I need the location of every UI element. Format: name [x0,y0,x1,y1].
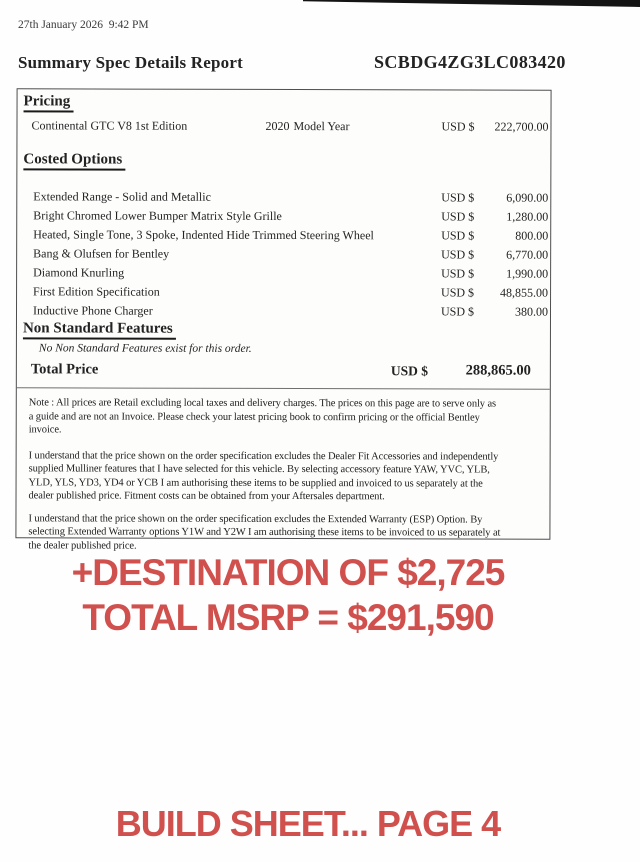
option-row [17,225,550,245]
option-amount: 6,090.00 [506,190,549,205]
option-amount: 48,855.00 [500,285,549,300]
total-price-label: Total Price [30,361,99,378]
currency-label: USD $ [440,304,475,319]
vehicle-name: Continental GTC V8 1st Edition [31,118,188,133]
vehicle-price-row [17,118,550,135]
currency-label: USD $ [441,266,475,281]
build-sheet-page-label: BUILD SHEET... PAGE 4 [115,803,501,844]
option-row [17,187,550,207]
option-row [17,282,550,302]
currency-label: USD $ [441,228,475,243]
option-row [17,206,550,226]
pricing-section-heading: Pricing [24,93,551,113]
non-standard-features-heading: Non Standard Features [23,320,550,340]
scan-edge-artifact [303,0,640,7]
option-label: Extended Range - Solid and Metallic [33,189,211,204]
base-price-amount: 222,700.00 [494,119,549,134]
option-amount: 1,990.00 [506,266,549,281]
option-row [17,301,550,321]
vin-number: SCBDG4ZG3LC083420 [374,52,566,72]
destination-annotation: +DESTINATION OF $2,725 [71,552,505,593]
spec-report-box [15,88,551,552]
handwritten-red-annotations [0,550,576,640]
report-title: Summary Spec Details Report [18,53,243,72]
costed-options-list [17,187,550,321]
currency-label: USD $ [441,285,475,300]
option-label: Diamond Knurling [33,265,125,280]
non-standard-features-empty-message: No Non Standard Features exist for this order. [38,342,252,355]
option-row [17,263,550,283]
dealer-fit-accessories-note: I understand that the price shown on the order specification excludes the Dealer Fit Accessories and independently supplied Mulliner features that I have selected for this vehicle. By selecting accessory feature YAW, YVC, YLB, YLD, YLS, YD3, YD4 or YCB I am authorising these items to be supplied and invoiced to us separately at the dealer published price. Fitment costs can be obtained from your Aftersales department. [28,449,499,503]
currency-label: USD $ [441,209,475,224]
model-year-value: 2020 [265,118,290,134]
option-amount: 1,280.00 [506,209,549,224]
pricing-disclaimer-note: Note : All prices are Retail excluding local taxes and delivery charges. The prices on this page are to serve only as a guide and are not an Invoice. Please check your latest pricing book to confirm pricing or the official Bentley invoice. [28,397,497,436]
print-datetime: 27th January 2026 9:42 PM [18,19,149,31]
currency-label: USD $ [441,119,475,134]
option-label: Bright Chromed Lower Bumper Matrix Style Grille [33,208,282,223]
currency-label: USD $ [390,363,429,379]
currency-label: USD $ [441,247,475,262]
option-amount: 380.00 [514,304,549,319]
option-amount: 800.00 [515,228,549,243]
option-label: First Edition Specification [33,284,160,299]
option-label: Bang & Olufsen for Bentley [33,246,170,261]
section-divider [17,387,550,389]
costed-options-heading: Costed Options [23,151,550,171]
extended-warranty-note: I understand that the price shown on the order specification excludes the Extended Warranty (ESP) Option. By selecting Extended Warranty options Y1W and Y2W I am authorising these items to be invoiced to us separately at the dealer published price. [28,512,501,552]
option-amount: 6,770.00 [506,247,549,262]
option-label: Heated, Single Tone, 3 Spoke, Indented Hide Trimmed Steering Wheel [33,227,374,243]
total-price-row [17,361,550,380]
option-row [17,244,550,264]
option-label: Inductive Phone Charger [32,303,153,318]
total-price-amount: 288,865.00 [465,362,531,379]
total-msrp-annotation: TOTAL MSRP = $291,590 [82,597,494,638]
currency-label: USD $ [441,190,475,205]
model-year-label: Model Year [293,119,350,134]
